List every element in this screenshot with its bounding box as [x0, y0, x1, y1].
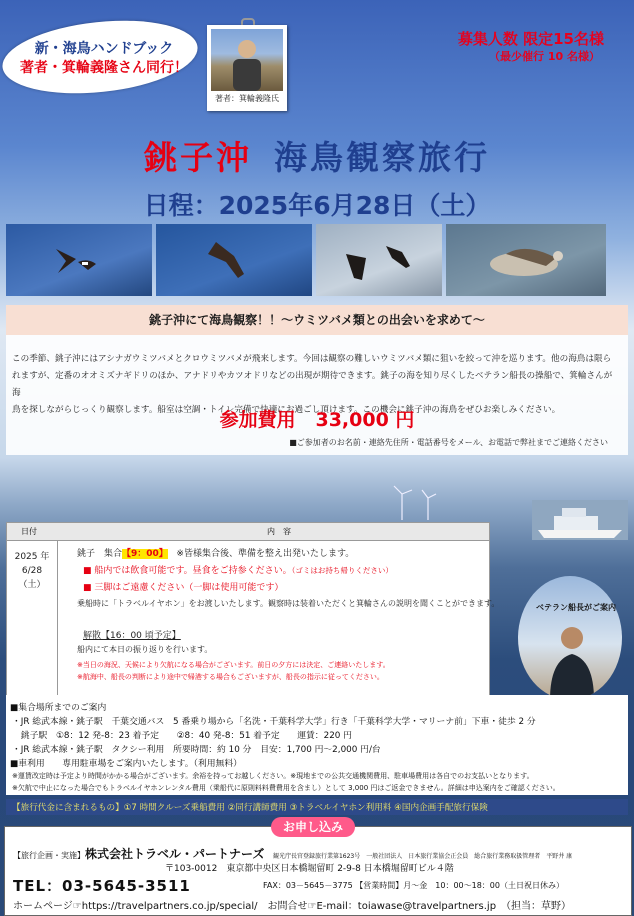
albatross-icon [446, 224, 606, 296]
shearwater-icon [316, 224, 442, 296]
wind-turbine-icon [390, 480, 450, 520]
meet-line [77, 546, 354, 559]
description-line-1: この季節、銚子沖にはアシナガウミツバメとクロウミツバメが飛来します。今回は観察の難しいウミツバメ類に狙いを絞って沖を巡ります。他の海鳥は限ら [12, 354, 612, 364]
earphone-note: 乗船時に「トラベルイヤホン」をお渡しいたします。観察時は装着いただくと箕輪さんの説明を聞くことができます。 [77, 599, 500, 608]
apply-label: お申し込み [271, 817, 355, 837]
meeting-bus-route: ・JR 総武本線・銚子駅 千葉交通バス 5 番乗り場から「名洗・千葉科学大学」行き「千葉科学大学・マリーナ前」下車・徒歩 2 分 [12, 717, 536, 727]
schedule-date-day: 6/28 [21, 566, 43, 576]
schedule-table [6, 522, 500, 710]
meeting-title: ■集合場所までのご案内 [10, 703, 107, 713]
dissolve-time: 解散【16：00 頃予定】 [83, 631, 181, 641]
storm-petrel-icon [156, 224, 312, 296]
bird-photo-strip [6, 224, 628, 296]
fee-label: 参加費用 [219, 409, 296, 431]
meet-note: ※皆様集合後、準備を整え出発いたします。 [176, 549, 355, 559]
meeting-note-2: ※欠航で中止になった場合でもトラベルイヤホンレンタル費用（乗船代に原則料料費費用を含まし）として 3,000 円はご返金できません。詳細は申込案内をご確認ください。 [12, 784, 560, 792]
meet-text: 銚子 集合 [77, 549, 123, 559]
bird-photo-2 [156, 224, 312, 296]
badge-line-1: 新・海鳥ハンドブック [34, 41, 174, 57]
tour-description-box [6, 305, 628, 455]
footer-org-line [13, 845, 572, 862]
storm-petrel-icon [6, 224, 152, 296]
review-note: 船内にて本日の振り返りを行います。 [77, 645, 213, 654]
badge-line-2: 著者・箕輪義隆さん同行！ [20, 60, 188, 76]
company-footer [4, 826, 632, 916]
meeting-bus-times: 銚子駅 ①8：12 発-8：23 着予定 ②8：40 発-8：51 着予定 運賃：220 円 [12, 731, 352, 741]
rule-food [83, 563, 393, 576]
schedule-header [7, 523, 489, 541]
author-photo [207, 25, 287, 111]
person-silhouette-icon [211, 29, 283, 91]
schedule-date-cell [7, 540, 58, 709]
tour-date: 日程：2025年6月28日（土） [143, 191, 491, 220]
included-items: 【旅行代金に含まれるもの】①7 時間クルーズ乗船費用 ②同行講師費用 ③トラベルイヤホン利用料 ④国内企画手配旅行保険 [12, 803, 488, 813]
description-line-2: れますが、定番のオオミズナギドリのほか、アナドリやカツオドリなどの出現が期待できます。銚子の海を知り尽くしたベテラン船長の操船で、箕輪さんが海 [12, 371, 613, 398]
title-subject: 海鳥観察旅行 [274, 138, 490, 177]
schedule-date-year: 2025 年 [14, 552, 50, 562]
recruit-minimum: （最少催行 10 名様） [489, 50, 600, 63]
meeting-info [6, 695, 628, 795]
schedule-date [7, 550, 57, 592]
meeting-car: ■車利用 専用駐車場をご案内いたします。（利用無料） [10, 759, 242, 769]
tour-fee [0, 405, 634, 432]
fee-note: ■ご参加者のお名前・連絡先住所・電話番号をメール、お電話で弊社までご連絡ください [289, 438, 608, 447]
description-header [6, 305, 628, 335]
org-label: 【旅行企画・実施】 [13, 851, 85, 860]
warning-return: ※航海中、船長の判断により途中で帰港する場合もございますが、船長の指示に従ってください。 [77, 673, 384, 681]
schedule-header-date: 日付 [21, 527, 37, 536]
license-info: 観光庁長官登録旅行業第1623号 一般社団法人 日本旅行業協会正会員 総合旅行業務取扱管理者 平野井 康 [272, 853, 573, 860]
description-line-3: 鳥を探しながらじっくり観察します。船室は空調・トイレ完備で快適にお過ごし頂けます。この機会に銚子沖の海鳥をぜひお楽しみください。 [12, 405, 561, 415]
title-place: 銚子沖 [144, 138, 252, 177]
author-photo-caption: 著者：箕輪義隆氏 [215, 94, 279, 103]
meet-time: 【9：00】 [122, 549, 168, 559]
schedule-date-weekday: （土） [18, 580, 46, 590]
bird-photo-3 [316, 224, 442, 296]
schedule-header-content: 内 容 [267, 527, 291, 536]
company-tel[interactable]: TEL：03-5645-3511 [13, 877, 191, 895]
boat-icon [532, 500, 628, 540]
author-photo-image [211, 29, 283, 91]
tour-title [0, 132, 634, 179]
recruit-capacity: 募集人数 限定15名様 [457, 30, 604, 48]
meeting-taxi: ・JR 総武本線・銚子駅 タクシー利用 所要時間：約 10 分 目安：1,700 円～2,000 円/台 [12, 745, 381, 755]
meeting-note-1: ※運賃改定時は予定より時間がかかる場合がございます。余裕を持ってお越しください。※現地までの公共交通機関費用、駐車場費用は各自でのお支払いとなります。 [12, 772, 534, 780]
company-fax-hours: FAX：03－5645－3775 【営業時間】月～金 10：00～18：00（土日祝日休み） [263, 881, 564, 890]
bird-photo-4 [446, 224, 606, 296]
company-name: 株式会社トラベル・パートナーズ [85, 847, 265, 861]
company-web-email[interactable]: ホームページ☞https://travelpartners.co.jp/special/ お問合せ☞E-mail：toiawase@travelpartners.jp （担当：草野） [13, 901, 572, 912]
fee-amount: 33,000 円 [315, 409, 415, 431]
captain-silhouette-icon [518, 576, 622, 700]
description-headline: 銚子沖にて海鳥観察！！～ウミツバメ類との出会いを求めて～ [149, 313, 485, 327]
captain-photo [518, 576, 622, 700]
rule-tripod: ■ 三脚はご遠慮ください（一脚は使用可能です） [83, 583, 284, 593]
rule-food-text: ■ 船内では飲食可能です。昼食をご持参ください。 [83, 566, 292, 576]
bird-photo-1 [6, 224, 152, 296]
warning-weather: ※当日の海況、天候により欠航になる場合がございます。前日の夕方には決定、ご連絡いたします。 [77, 661, 390, 669]
company-address: 〒103-0012 東京都中央区日本橋堀留町 2-9-8 日本橋堀留町ビル４階 [165, 864, 454, 874]
captain-label: ベテラン船長がご案内 [536, 603, 616, 612]
included-items-bar [6, 799, 628, 815]
boat-photo [532, 500, 628, 540]
rule-food-note: （ゴミはお持ち帰りください） [291, 566, 393, 575]
